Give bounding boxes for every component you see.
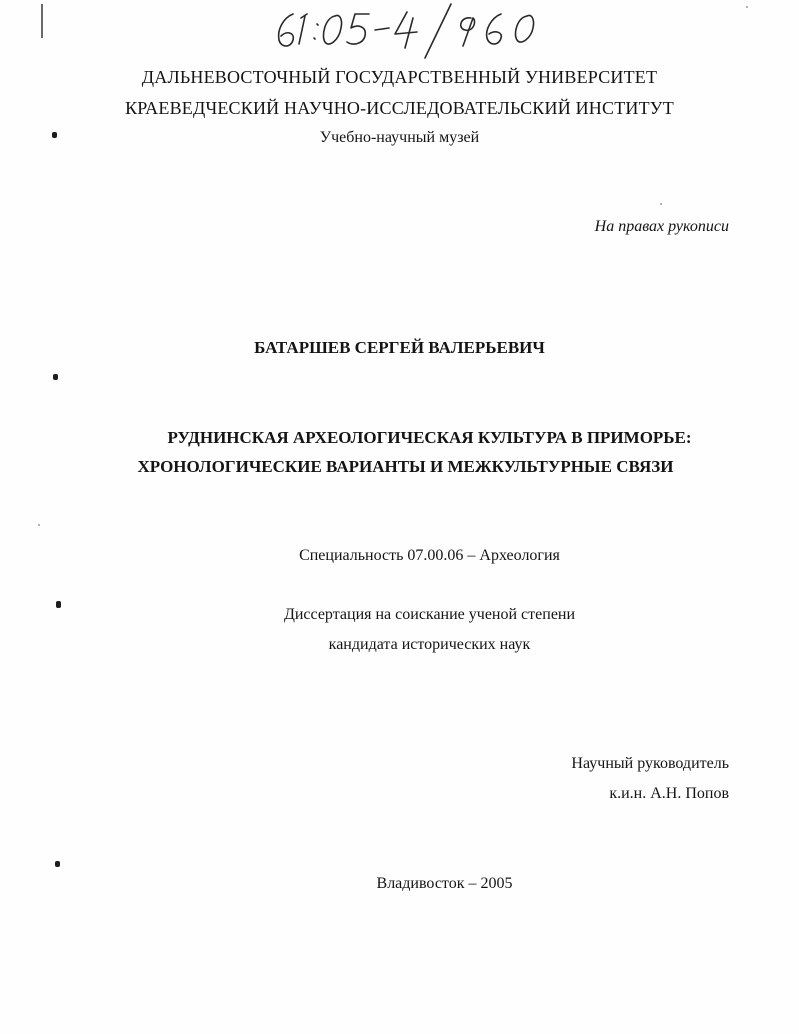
institute-name: КРАЕВЕДЧЕСКИЙ НАУЧНО-ИССЛЕДОВАТЕЛЬСКИЙ ИНСТИТУТ <box>125 98 674 118</box>
university-name: ДАЛЬНЕВОСТОЧНЫЙ ГОСУДАРСТВЕННЫЙ УНИВЕРСИТЕТ <box>141 67 658 87</box>
scan-speck <box>38 524 40 526</box>
dissertation-title-line1: РУДНИНСКАЯ АРХЕОЛОГИЧЕСКАЯ КУЛЬТУРА В ПРИМОРЬЕ: <box>167 428 692 447</box>
supervisor-label: Научный руководитель <box>571 755 729 772</box>
degree-line2: кандидата исторических наук <box>328 636 531 653</box>
specialty: Специальность 07.00.06 – Археология <box>299 547 560 564</box>
museum-name: Учебно-научный музей <box>319 129 480 146</box>
handwritten-archive-number <box>265 0 555 64</box>
scan-speck <box>660 203 662 205</box>
city-year: Владивосток – 2005 <box>376 875 513 892</box>
author-name: БАТАРШЕВ СЕРГЕЙ ВАЛЕРЬЕВИЧ <box>254 338 545 357</box>
manuscript-note: На правах рукописи <box>594 218 729 235</box>
scan-mark <box>53 374 58 380</box>
scan-mark <box>41 4 43 38</box>
scan-speck <box>746 6 748 8</box>
dissertation-title-line2: ХРОНОЛОГИЧЕСКИЕ ВАРИАНТЫ И МЕЖКУЛЬТУРНЫЕ СВЯЗИ <box>137 457 674 476</box>
scan-mark <box>55 861 60 867</box>
degree-line1: Диссертация на соискание ученой степени <box>283 606 576 623</box>
supervisor-name: к.и.н. А.Н. Попов <box>609 785 729 802</box>
